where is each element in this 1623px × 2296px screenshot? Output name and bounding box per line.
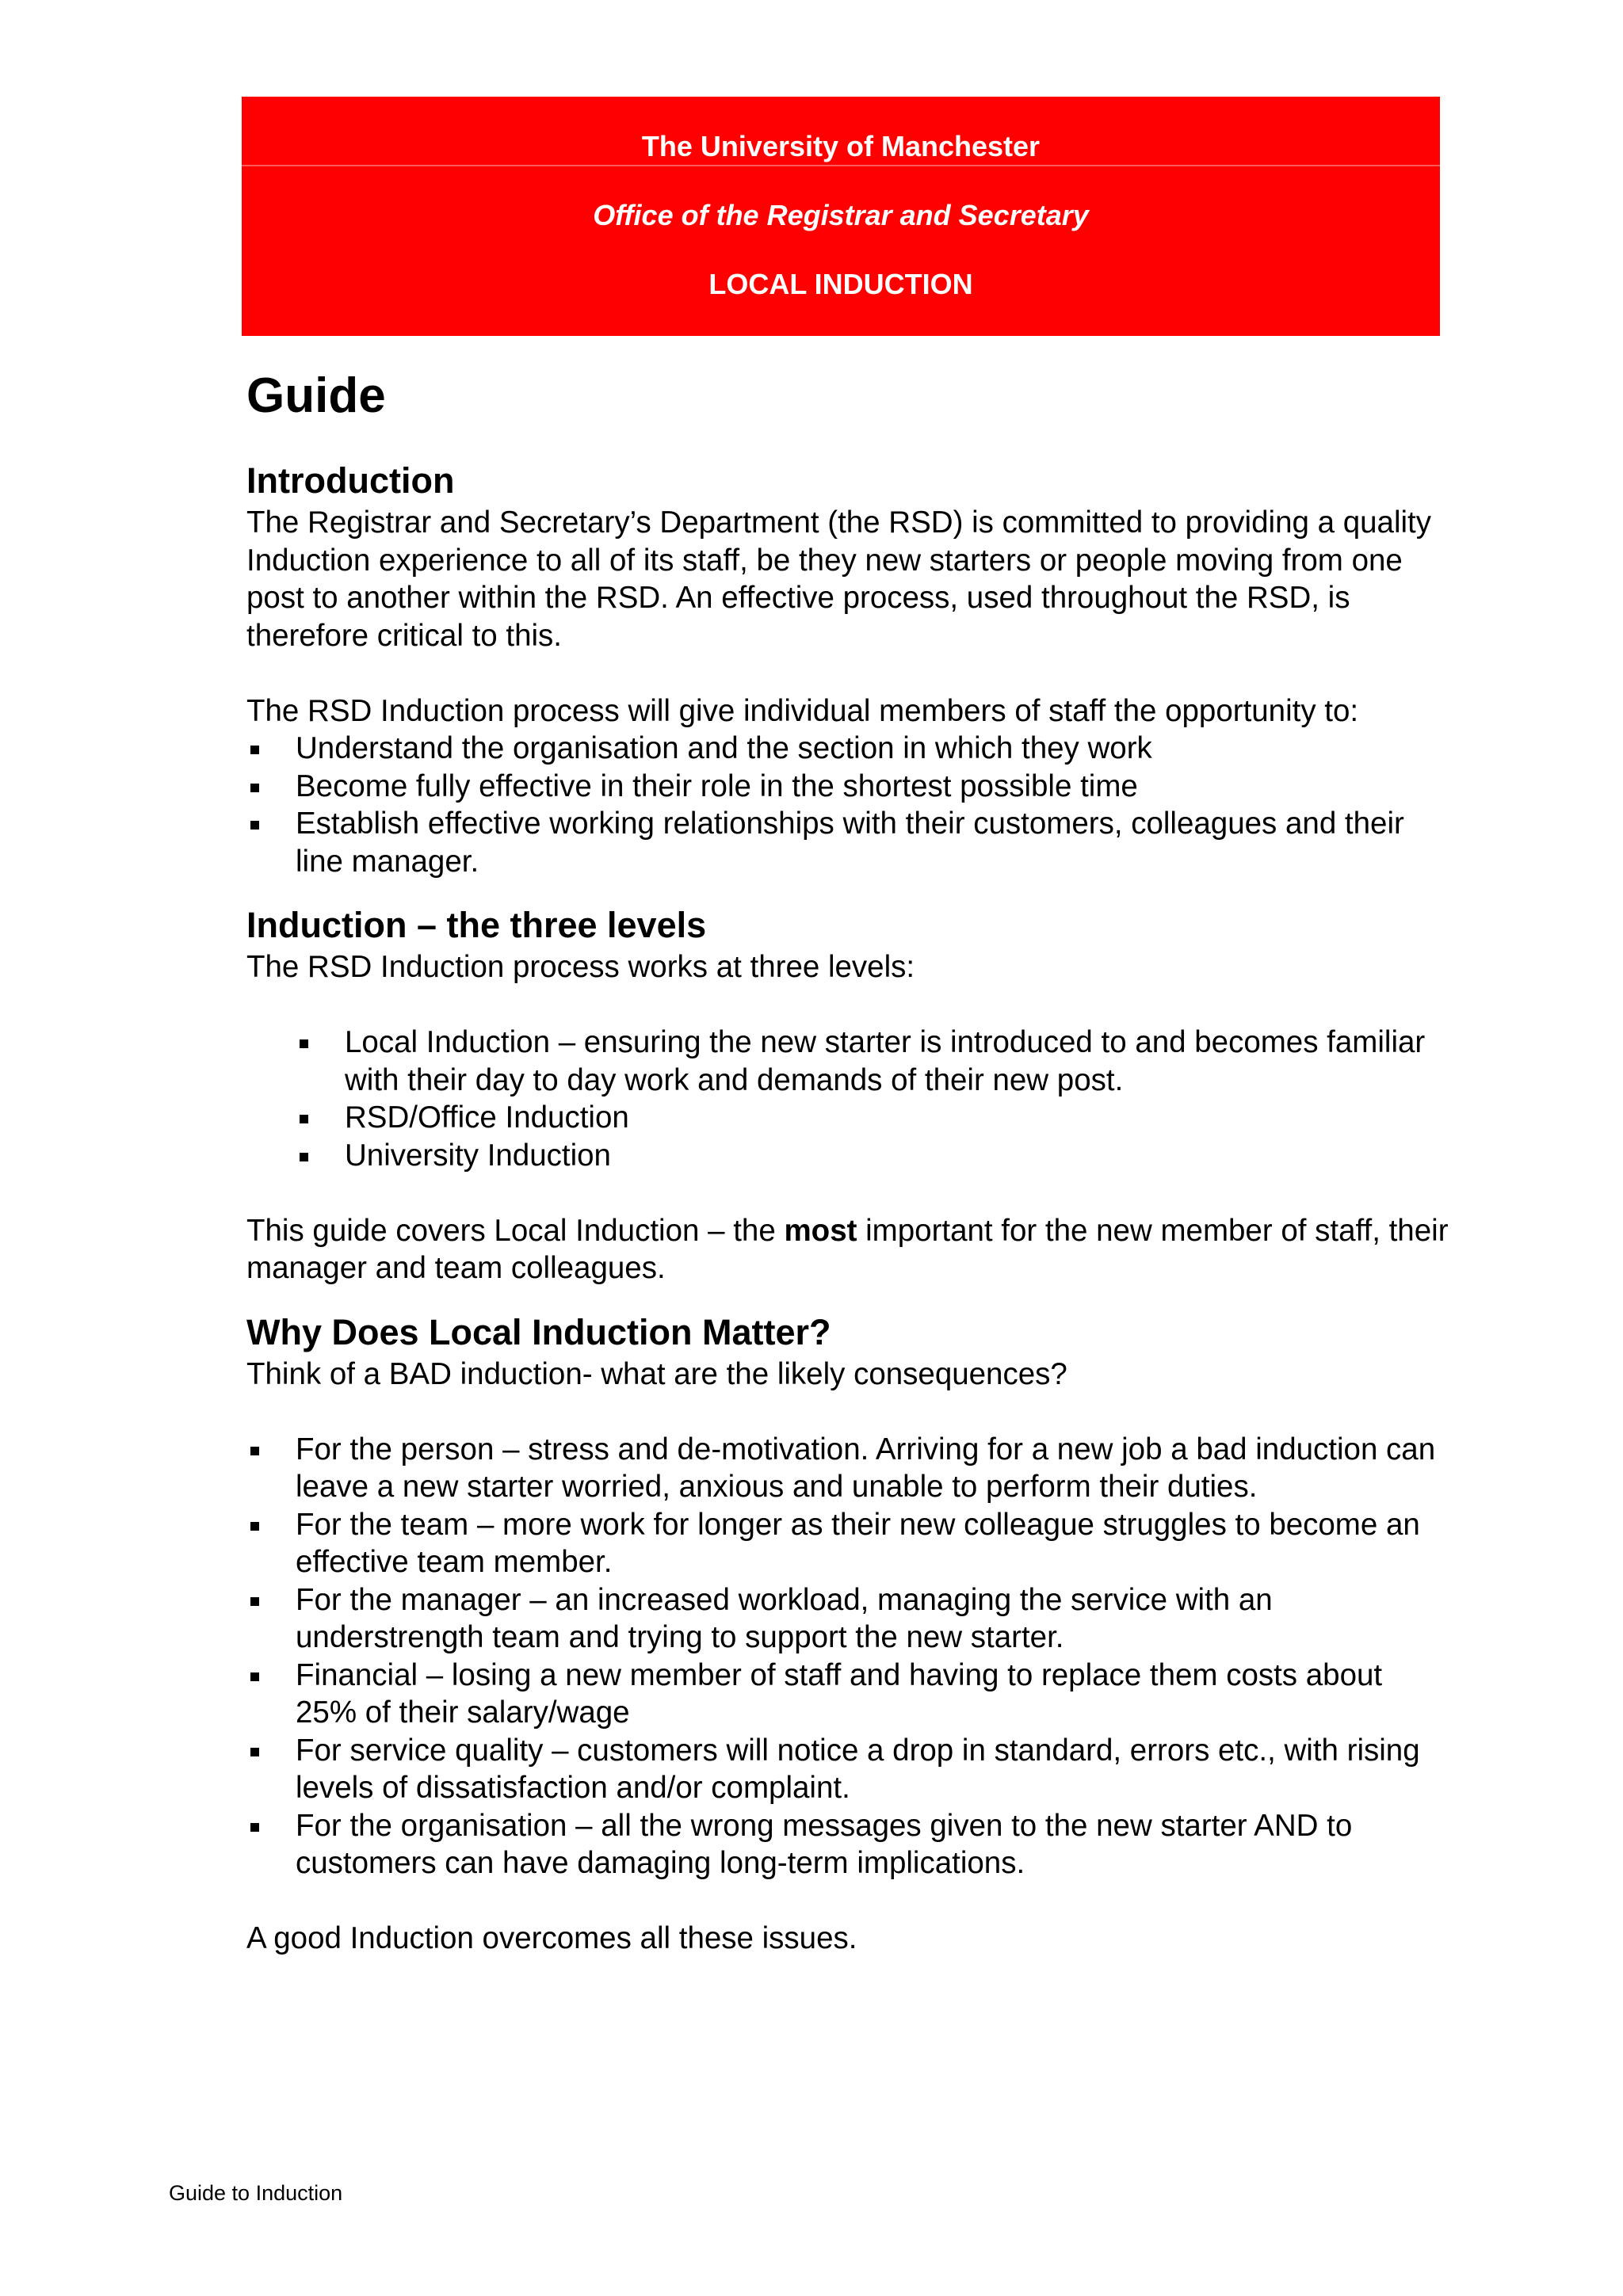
guide-scope-paragraph <box>246 1212 1451 1287</box>
bullet-icon <box>250 1447 259 1455</box>
spacer <box>246 654 1451 692</box>
list-item <box>246 1024 1451 1099</box>
list-item <box>246 1807 1451 1882</box>
list-item-text: Establish effective working relationships with their customers, colleagues and their line manager. <box>296 807 1404 879</box>
bullet-icon <box>250 1823 259 1832</box>
list-item-text: University Induction <box>345 1138 611 1173</box>
list-item <box>246 1506 1451 1581</box>
list-item-text: RSD/Office Induction <box>345 1100 629 1135</box>
introduction-heading: Introduction <box>246 460 455 501</box>
why-heading: Why Does Local Induction Matter? <box>246 1311 831 1352</box>
list-item <box>246 1732 1451 1807</box>
spacer <box>246 880 1451 902</box>
document-body <box>246 368 1451 1958</box>
three-levels-heading: Induction – the three levels <box>246 905 707 945</box>
guide-heading: Guide <box>246 368 386 423</box>
document-title: LOCAL INDUCTION <box>708 268 973 300</box>
list-item-text: Understand the organisation and the section in which they work <box>296 731 1152 765</box>
bullet-icon <box>250 1597 259 1606</box>
list-item-text: For the team – more work for longer as their new colleague struggles to become an effective team member. <box>296 1507 1420 1579</box>
bullet-icon <box>300 1115 308 1123</box>
university-name: The University of Manchester <box>641 130 1041 162</box>
guide-scope-text: important for the new member of staff, their manager and team colleagues. <box>246 1213 1449 1285</box>
bullet-icon <box>300 1039 308 1048</box>
header-divider <box>242 165 1440 166</box>
page-footer: Guide to Induction <box>169 2181 343 2205</box>
list-item <box>246 1099 1451 1137</box>
bullet-icon <box>250 784 259 792</box>
list-item-text: Local Induction – ensuring the new starter is introduced to and becomes familiar with their day to day work and demands of their new post. <box>345 1025 1426 1097</box>
list-item <box>246 730 1451 768</box>
spacer <box>246 1287 1451 1310</box>
three-levels-paragraph: The RSD Induction process works at three levels: <box>246 950 915 984</box>
spacer <box>246 1882 1451 1920</box>
why-paragraph: Think of a BAD induction- what are the likely consequences? <box>246 1356 1067 1391</box>
bullet-icon <box>250 1522 259 1531</box>
opportunity-paragraph: The RSD Induction process will give individual members of staff the opportunity to: <box>246 693 1359 728</box>
bullet-icon <box>250 821 259 830</box>
spacer <box>246 1174 1451 1212</box>
opportunity-list <box>246 730 1451 880</box>
list-item <box>246 768 1451 806</box>
emphasis-text: most <box>784 1213 857 1248</box>
consequences-list <box>246 1431 1451 1882</box>
list-item-text: For the manager – an increased workload, managing the service with an understrength team and trying to support the new starter. <box>296 1582 1273 1654</box>
office-name: Office of the Registrar and Secretary <box>593 199 1089 231</box>
closing-paragraph: A good Induction overcomes all these issues. <box>246 1921 857 1955</box>
list-item-text: Financial – losing a new member of staff and having to replace them costs about 25% of their salary/wage <box>296 1657 1383 1730</box>
spacer <box>246 1393 1451 1431</box>
header-banner <box>242 97 1440 336</box>
list-item-text: For the person – stress and de-motivation. Arriving for a new job a bad induction can leave a new starter worried, anxious and unable to perform their duties. <box>296 1432 1436 1504</box>
bullet-icon <box>250 746 259 754</box>
guide-scope-text: This guide covers Local Induction – the <box>246 1213 785 1248</box>
introduction-paragraph: The Registrar and Secretary’s Department (the RSD) is committed to providing a quality Induction experience to all of its staff, be they new starters or people moving from one post to another within the RSD. An effective process, used throughout the RSD, is therefore critical to this. <box>246 505 1431 653</box>
spacer <box>246 986 1451 1024</box>
list-item <box>246 1137 1451 1175</box>
list-item <box>246 1657 1451 1732</box>
bullet-icon <box>250 1672 259 1681</box>
bullet-icon <box>250 1748 259 1756</box>
list-item-text: For service quality – customers will notice a drop in standard, errors etc., with rising levels of dissatisfaction and/or complaint. <box>296 1733 1420 1805</box>
list-item-text: For the organisation – all the wrong messages given to the new starter AND to customers can have damaging long-term implications. <box>296 1808 1353 1880</box>
levels-list <box>246 1024 1451 1174</box>
list-item <box>246 805 1451 880</box>
list-item <box>246 1431 1451 1506</box>
bullet-icon <box>300 1153 308 1161</box>
list-item-text: Become fully effective in their role in the shortest possible time <box>296 769 1138 803</box>
list-item <box>246 1581 1451 1657</box>
